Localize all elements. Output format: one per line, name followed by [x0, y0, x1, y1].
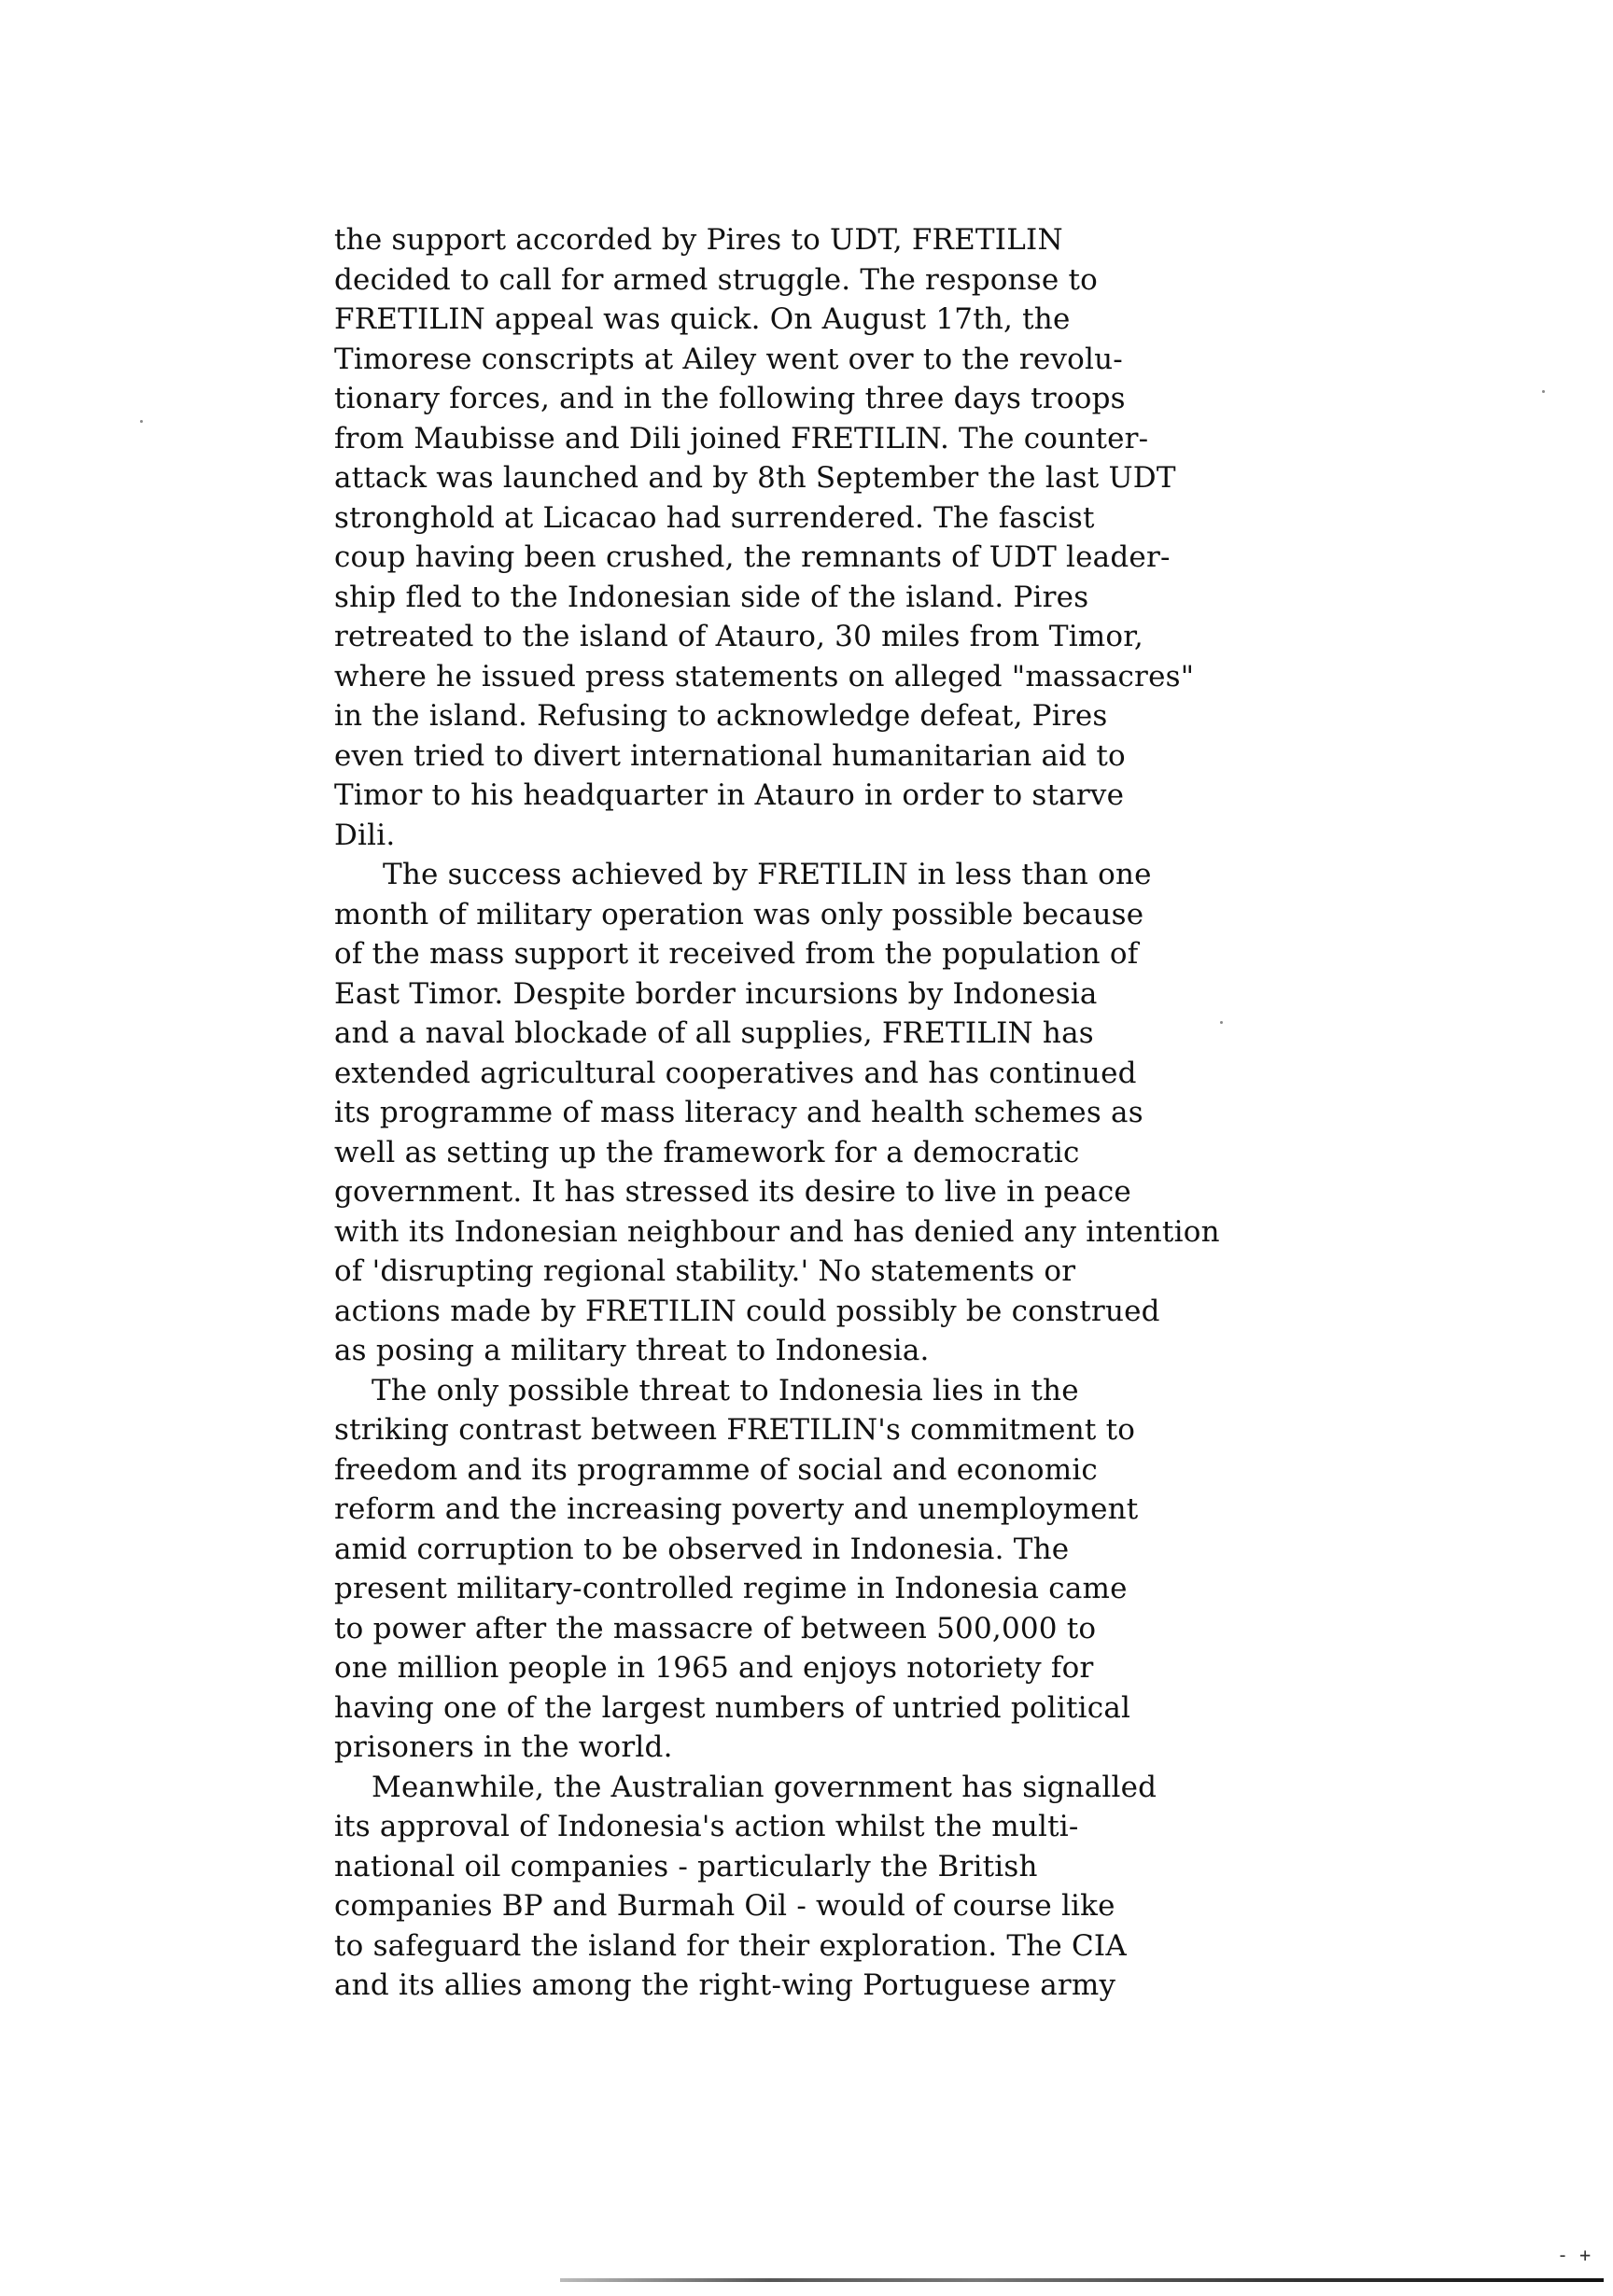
text-line: its programme of mass literacy and health schemes as	[334, 1096, 1143, 1129]
text-line: actions made by FRETILIN could possibly be construed	[334, 1294, 1160, 1328]
text-line: tionary forces, and in the following three days troops	[334, 382, 1126, 415]
text-line: and its allies among the right-wing Portuguese army	[334, 1968, 1116, 2002]
text-line: even tried to divert international humanitarian aid to	[334, 738, 1126, 773]
text-line: The only possible threat to Indonesia lies in the	[372, 1373, 1079, 1407]
corner-mark: - +	[1557, 2244, 1592, 2266]
text-line: month of military operation was only possible because	[334, 897, 1144, 931]
text-line: one million people in 1965 and enjoys notoriety for	[334, 1651, 1094, 1685]
text-line: Meanwhile, the Australian government has signalled	[372, 1770, 1157, 1804]
text-line: to safeguard the island for their exploration. The CIA	[334, 1928, 1127, 1963]
text-line: amid corruption to be observed in Indonesia. The	[334, 1532, 1070, 1566]
text-line: attack was launched and by 8th September the last UDT	[334, 461, 1176, 495]
scan-speck	[140, 420, 143, 423]
text-line: present military-controlled regime in Indonesia came	[334, 1572, 1128, 1605]
text-line: Timor to his headquarter in Atauro in order to starve	[334, 778, 1125, 812]
scan-edge-line	[560, 2278, 1604, 2282]
text-line: to power after the massacre of between 500,000 to	[334, 1611, 1097, 1645]
text-line: its approval of Indonesia's action whilst the multi-	[334, 1810, 1079, 1843]
scan-speck	[1220, 1021, 1223, 1024]
text-line: prisoners in the world.	[334, 1730, 673, 1764]
text-line: East Timor. Despite border incursions by Indonesia	[334, 976, 1098, 1011]
text-line: government. It has stressed its desire to live in peace	[334, 1175, 1131, 1209]
text-line: extended agricultural cooperatives and has continued	[334, 1056, 1137, 1090]
text-line: freedom and its programme of social and economic	[334, 1452, 1098, 1487]
text-line: striking contrast between FRETILIN's commitment to	[334, 1413, 1136, 1447]
text-line: of 'disrupting regional stability.' No statements or	[334, 1254, 1076, 1288]
text-line: where he issued press statements on alleged "massacres"	[334, 659, 1195, 693]
text-line: national oil companies - particularly the British	[334, 1849, 1038, 1883]
text-line: well as setting up the framework for a democratic	[334, 1135, 1080, 1169]
text-line: The success achieved by FRETILIN in less than one	[383, 858, 1152, 891]
text-line: as posing a military threat to Indonesia.	[334, 1334, 930, 1367]
text-line: in the island. Refusing to acknowledge defeat, Pires	[334, 699, 1108, 733]
text-line: the support accorded by Pires to UDT, FRETILIN	[334, 223, 1063, 257]
text-line: reform and the increasing poverty and unemployment	[334, 1492, 1139, 1526]
text-line: having one of the largest numbers of untried political	[334, 1690, 1131, 1725]
text-line: Timorese conscripts at Ailey went over to the revolu-	[334, 342, 1123, 376]
text-line: retreated to the island of Atauro, 30 miles from Timor,	[334, 620, 1143, 653]
scan-speck	[1542, 390, 1545, 393]
text-line: ship fled to the Indonesian side of the island. Pires	[334, 580, 1089, 614]
text-line: with its Indonesian neighbour and has denied any intention	[334, 1214, 1220, 1249]
text-line: from Maubisse and Dili joined FRETILIN. The counter-	[334, 421, 1149, 455]
text-line: decided to call for armed struggle. The response to	[334, 262, 1099, 297]
text-line: FRETILIN appeal was quick. On August 17th, the	[334, 302, 1071, 336]
text-line: of the mass support it received from the population of	[334, 937, 1139, 971]
text-line: and a naval blockade of all supplies, FRETILIN has	[334, 1016, 1094, 1050]
text-line: coup having been crushed, the remnants of UDT leader-	[334, 540, 1171, 574]
text-line: companies BP and Burmah Oil - would of course like	[334, 1889, 1115, 1923]
text-line: Dili.	[334, 818, 396, 852]
text-line: stronghold at Licacao had surrendered. The fascist	[334, 500, 1095, 535]
